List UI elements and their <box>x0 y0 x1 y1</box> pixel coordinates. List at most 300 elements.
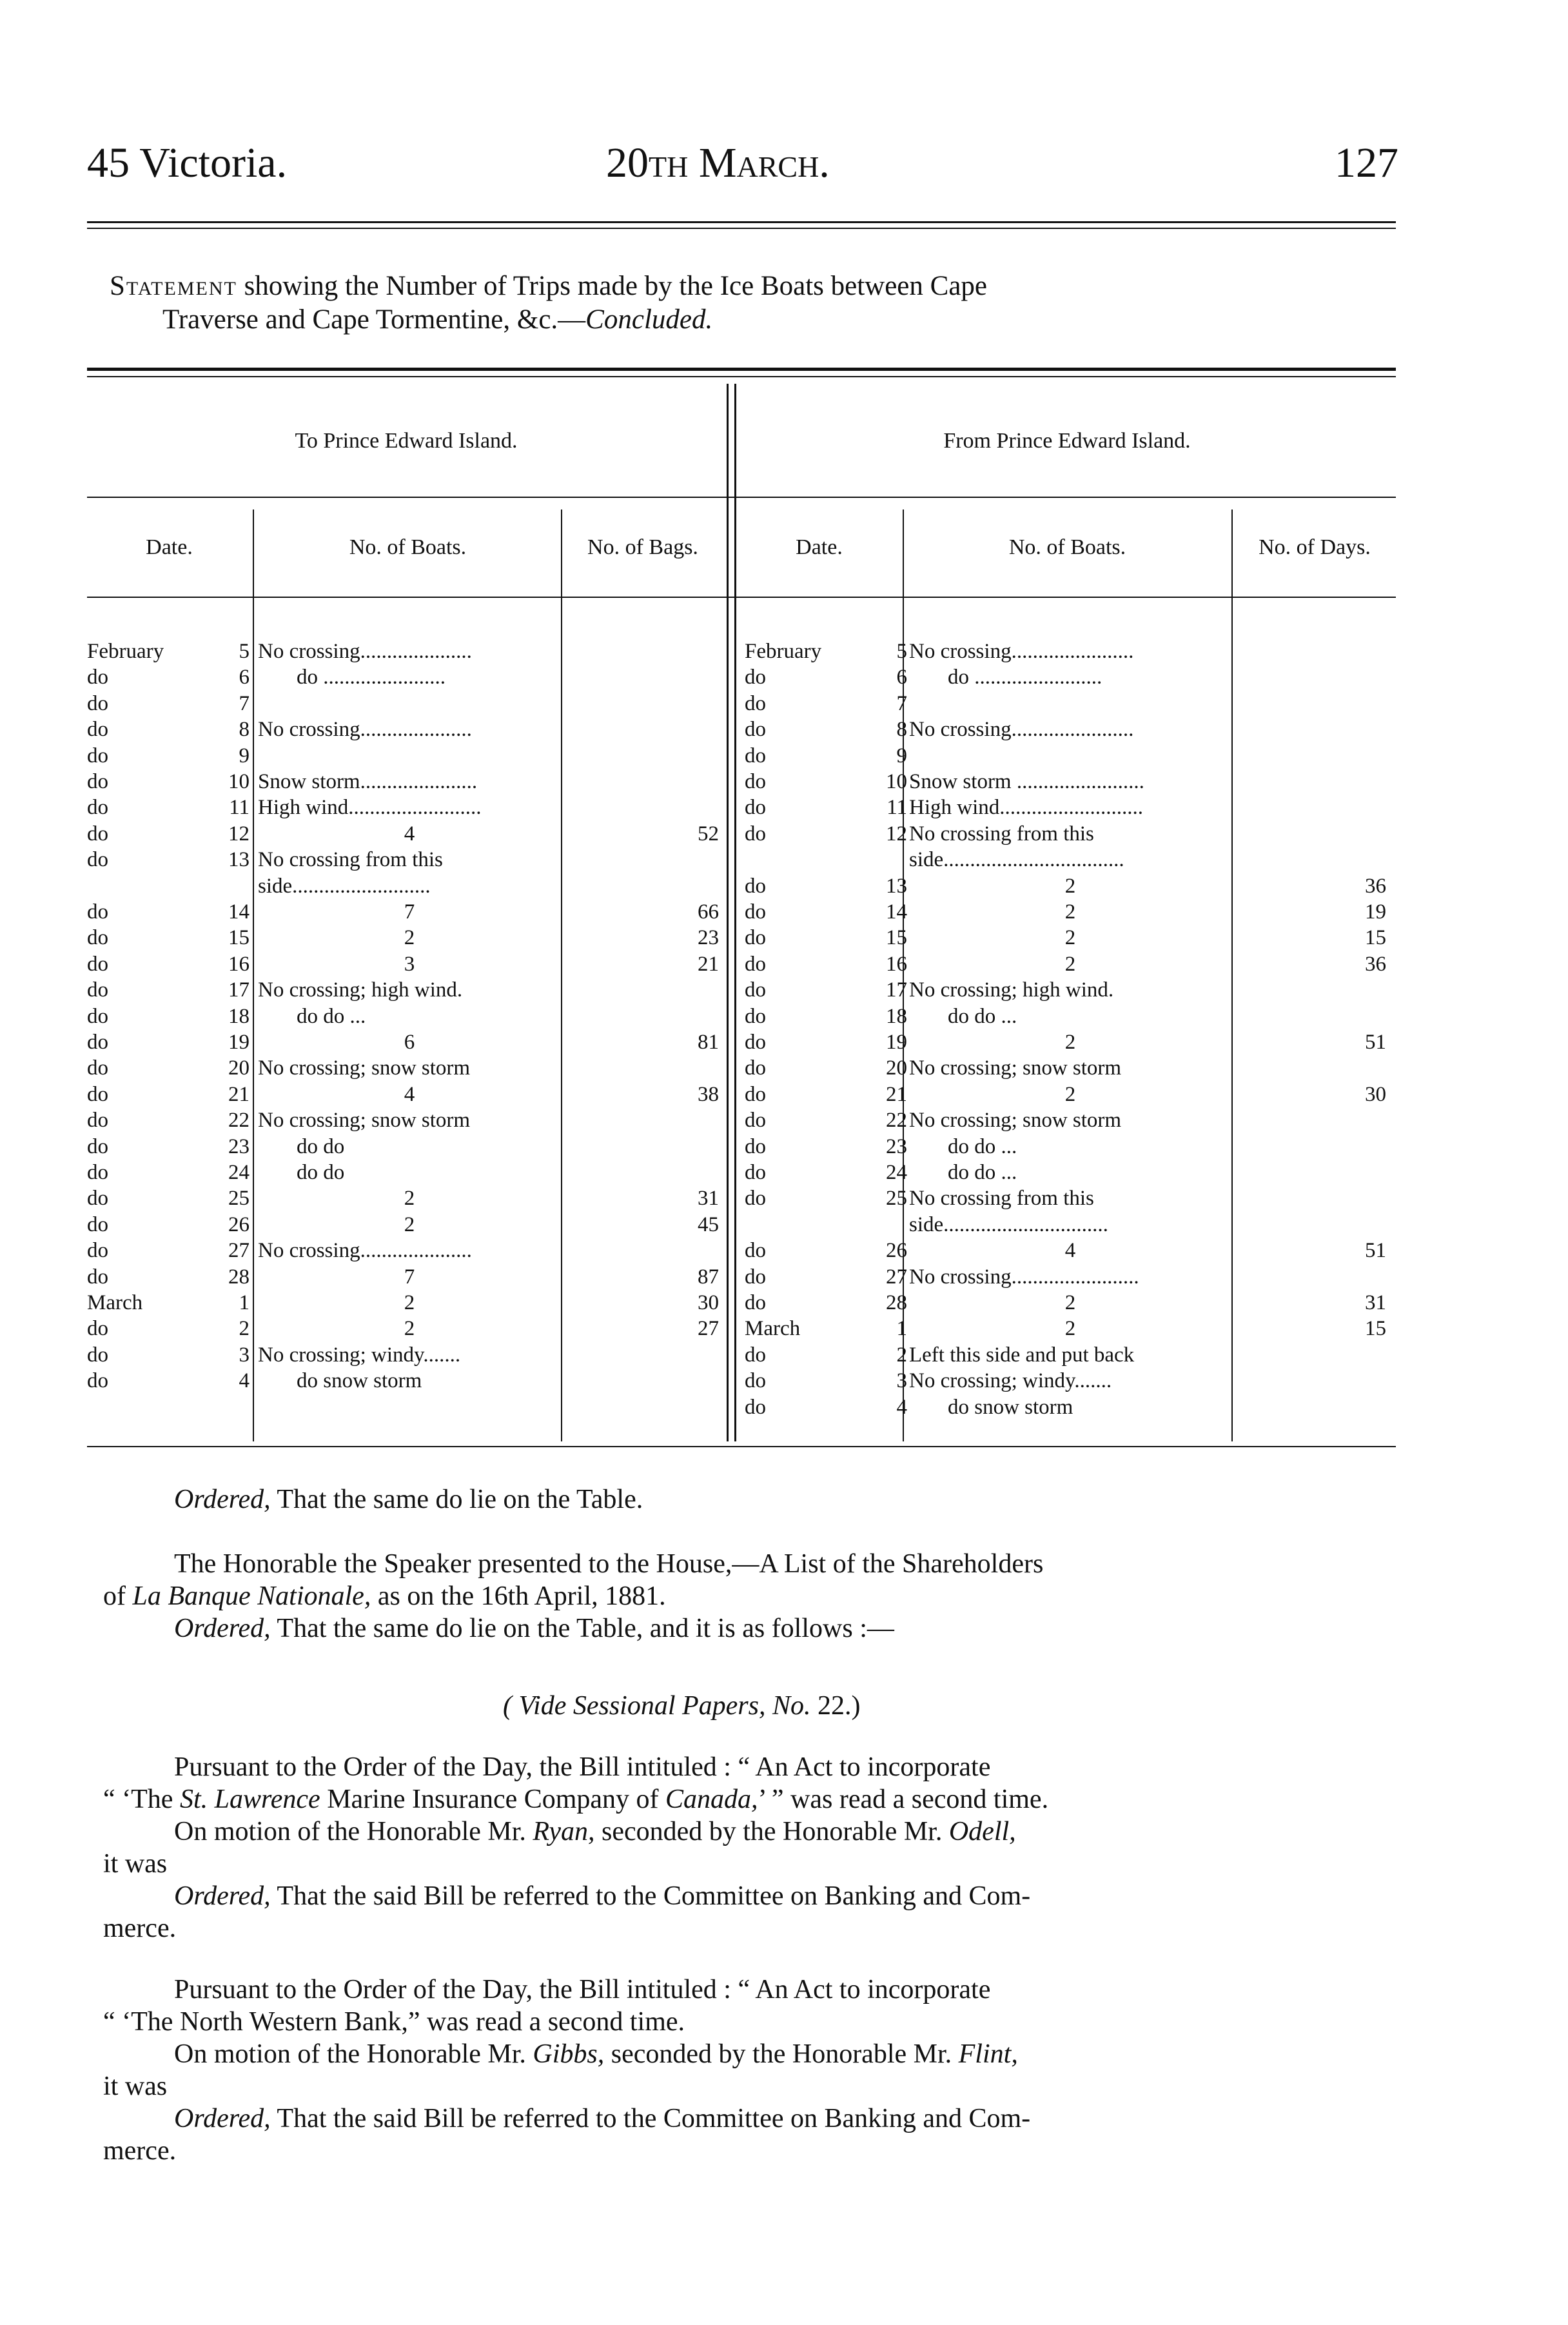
ordered-referred-1 <box>174 1880 1030 1912</box>
row-boats: 3 <box>404 952 415 976</box>
row-boats: 2 <box>404 1212 415 1236</box>
table-row <box>87 1264 725 1290</box>
row-day: 21 <box>228 1082 250 1106</box>
right-section-title: From Prince Edward Island. <box>943 429 1191 453</box>
table-row <box>745 1107 1396 1133</box>
header-rule-bottom <box>87 228 1396 229</box>
row-value: 66 <box>698 900 719 924</box>
row-boats: 2 <box>1064 874 1076 898</box>
row-month: do <box>745 1004 766 1028</box>
row-boats: 2 <box>1064 1082 1076 1106</box>
row-day: 1 <box>239 1291 250 1314</box>
t: seconded by the Honorable Mr. <box>594 1817 949 1846</box>
row-boats: 7 <box>404 900 415 924</box>
row-boats: 2 <box>1064 1291 1076 1314</box>
row-value: 23 <box>698 926 719 950</box>
row-boats: side.................................. <box>909 848 1124 872</box>
row-value: 38 <box>698 1082 719 1106</box>
table-row <box>87 1004 725 1029</box>
left-col-date: Date. <box>146 535 193 559</box>
table-row <box>87 1368 725 1394</box>
table-row <box>87 1055 725 1081</box>
table-row <box>745 1185 1396 1211</box>
row-boats: do snow storm <box>948 1395 1073 1419</box>
row-day: 26 <box>886 1239 907 1263</box>
row-boats: side.......................... <box>258 874 431 898</box>
row-boats: side............................... <box>909 1212 1108 1236</box>
table-row <box>87 1342 725 1368</box>
row-month: do <box>87 1369 108 1393</box>
table-row <box>745 1134 1396 1160</box>
motion-gibbs <box>174 2038 1018 2070</box>
row-day: 27 <box>228 1239 250 1263</box>
header-row-rule <box>87 597 1396 598</box>
row-month: do <box>745 796 766 820</box>
row-month: do <box>87 796 108 820</box>
row-boats: do do ... <box>948 1004 1017 1028</box>
ordered-text: That the said Bill be referred to the Committee on Banking and Com- <box>270 2104 1031 2133</box>
vide-number: 22.) <box>810 1691 861 1721</box>
row-day: 21 <box>886 1082 907 1106</box>
speaker-presented-line2 <box>103 1580 666 1612</box>
row-month: do <box>745 718 766 742</box>
row-boats: No crossing..................... <box>258 640 472 663</box>
row-day: 18 <box>886 1004 907 1028</box>
row-month: do <box>87 1134 108 1158</box>
row-month: do <box>87 978 108 1002</box>
row-month: do <box>87 1212 108 1236</box>
row-day: 16 <box>228 952 250 976</box>
table-row <box>745 743 1396 769</box>
row-day: 10 <box>228 770 250 793</box>
row-month: do <box>87 1109 108 1133</box>
row-day: 10 <box>886 770 907 793</box>
row-boats: do do <box>297 1161 345 1184</box>
ordered-label: Ordered, <box>174 1485 271 1514</box>
row-day: 14 <box>228 900 250 924</box>
table-top-rule <box>87 368 1396 371</box>
row-month: do <box>745 874 766 898</box>
row-day: 15 <box>886 926 907 950</box>
row-month: do <box>745 926 766 950</box>
row-boats: 6 <box>404 1031 415 1054</box>
row-month: do <box>745 1395 766 1419</box>
table-row <box>745 925 1396 951</box>
table-row <box>745 717 1396 742</box>
table-row <box>745 1264 1396 1290</box>
row-value: 51 <box>1365 1031 1386 1054</box>
ordered-text: That the same do lie on the Table. <box>270 1485 643 1514</box>
row-boats: No crossing from this <box>258 848 443 872</box>
row-month: do <box>745 822 766 846</box>
table-bottom-rule <box>87 1446 1396 1447</box>
text-of: of <box>103 1581 133 1611</box>
row-day: 28 <box>886 1291 907 1314</box>
row-boats: No crossing..................... <box>258 1239 472 1263</box>
row-boats: 4 <box>404 822 415 846</box>
ordered-label: Ordered, <box>174 2104 271 2133</box>
row-boats: do snow storm <box>297 1369 422 1393</box>
row-month: do <box>87 1082 108 1106</box>
canada: Canada, <box>665 1785 758 1814</box>
row-value: 81 <box>698 1031 719 1054</box>
row-day: 3 <box>239 1343 250 1367</box>
row-day: 11 <box>229 796 250 820</box>
row-boats: No crossing; snow storm <box>909 1109 1122 1133</box>
t: seconded by the Honorable Mr. <box>604 2039 959 2069</box>
row-day: 13 <box>886 874 907 898</box>
row-month: do <box>87 848 108 872</box>
table-row <box>87 1238 725 1263</box>
row-month: do <box>745 691 766 715</box>
table-row <box>745 951 1396 977</box>
running-head-date: 20th March. <box>606 139 830 186</box>
row-day: 19 <box>886 1031 907 1054</box>
row-month: March <box>745 1317 801 1341</box>
table-row <box>745 638 1396 664</box>
banque-nationale: La Banque Nationale, <box>132 1581 371 1611</box>
statement-lead: Statement <box>110 271 237 301</box>
row-boats: Snow storm ........................ <box>909 770 1144 793</box>
row-day: 4 <box>239 1369 250 1393</box>
bill-northwestern-line1: Pursuant to the Order of the Day, the Bill intituled : “ An Act to incorporate <box>174 1975 991 2004</box>
left-section-title: To Prince Edward Island. <box>295 429 518 453</box>
row-value: 36 <box>1365 952 1386 976</box>
row-boats: No crossing; windy....... <box>258 1343 461 1367</box>
row-month: do <box>87 1161 108 1184</box>
row-day: 8 <box>896 718 907 742</box>
table-row <box>745 873 1396 899</box>
row-value: 19 <box>1365 900 1386 924</box>
row-boats: Left this side and put back <box>909 1343 1135 1367</box>
row-month: do <box>745 1056 766 1080</box>
row-day: 1 <box>896 1317 907 1341</box>
row-boats: 2 <box>1064 926 1076 950</box>
table-center-rule-a <box>727 384 729 1441</box>
row-day: 22 <box>228 1109 250 1133</box>
row-boats: do do ... <box>948 1134 1017 1158</box>
table-row <box>87 925 725 951</box>
row-day: 12 <box>228 822 250 846</box>
table-row <box>87 821 725 847</box>
row-day: 26 <box>228 1212 250 1236</box>
it-was-1: it was <box>103 1849 168 1879</box>
row-month: February <box>745 640 822 663</box>
flint: Flint, <box>958 2039 1018 2069</box>
row-day: 23 <box>228 1134 250 1158</box>
ordered-as-follows <box>174 1612 894 1645</box>
row-day: 2 <box>239 1317 250 1341</box>
table-row <box>87 977 725 1003</box>
motion-ryan <box>174 1815 1016 1848</box>
right-col-days: No. of Days. <box>1259 535 1371 559</box>
section-rule <box>87 497 1396 498</box>
row-month: do <box>87 1004 108 1028</box>
table-row <box>87 638 725 664</box>
running-head-left: 45 Victoria. <box>87 139 288 186</box>
row-boats: 2 <box>1064 1031 1076 1054</box>
table-row <box>745 1238 1396 1263</box>
table-row <box>745 1212 1396 1238</box>
row-boats: No crossing; high wind. <box>258 978 463 1002</box>
table-row <box>87 1160 725 1185</box>
table-top-rule-thin <box>87 376 1396 377</box>
gibbs: Gibbs, <box>533 2039 605 2069</box>
row-boats: 2 <box>1064 952 1076 976</box>
row-month: do <box>87 1265 108 1289</box>
row-boats: High wind........................... <box>909 796 1143 820</box>
row-value: 30 <box>1365 1082 1386 1106</box>
table-row <box>87 743 725 769</box>
row-day: 25 <box>228 1187 250 1211</box>
table-row <box>745 664 1396 690</box>
table-row <box>87 1082 725 1107</box>
speaker-presented-line1: The Honorable the Speaker presented to the House,—A List of the Shareholders <box>174 1549 1044 1579</box>
row-day: 7 <box>239 691 250 715</box>
table-row <box>745 1316 1396 1341</box>
row-month: do <box>745 900 766 924</box>
row-boats: No crossing from this <box>909 1187 1094 1211</box>
row-day: 17 <box>886 978 907 1002</box>
row-boats: 2 <box>404 1187 415 1211</box>
row-boats: No crossing; high wind. <box>909 978 1114 1002</box>
ordered-text: That the said Bill be referred to the Committee on Banking and Com- <box>270 1881 1031 1911</box>
table-row <box>745 795 1396 820</box>
row-day: 17 <box>228 978 250 1002</box>
row-boats: do do <box>297 1134 345 1158</box>
table-row <box>87 1316 725 1341</box>
row-boats: No crossing; snow storm <box>909 1056 1122 1080</box>
table-row <box>87 769 725 795</box>
row-day: 19 <box>228 1031 250 1054</box>
left-col-bags: No. of Bags. <box>587 535 698 559</box>
row-boats: do ........................ <box>948 666 1102 689</box>
row-month: March <box>87 1291 143 1314</box>
row-day: 11 <box>887 796 907 820</box>
row-month: do <box>87 666 108 689</box>
table-row <box>87 1107 725 1133</box>
row-day: 18 <box>228 1004 250 1028</box>
merce-2: merce. <box>103 2136 177 2166</box>
row-value: 15 <box>1365 1317 1386 1341</box>
bill-stlawrence-line1: Pursuant to the Order of the Day, the Bill intituled : “ An Act to incorporate <box>174 1752 991 1782</box>
row-day: 5 <box>896 640 907 663</box>
row-value: 36 <box>1365 874 1386 898</box>
left-col-boats: No. of Boats. <box>349 535 467 559</box>
row-month: do <box>745 770 766 793</box>
row-boats: 2 <box>404 926 415 950</box>
row-boats: 7 <box>404 1265 415 1289</box>
row-day: 5 <box>239 640 250 663</box>
row-value: 15 <box>1365 926 1386 950</box>
vide-italic: ( Vide Sessional Papers, No. <box>503 1691 811 1721</box>
row-month: do <box>745 744 766 767</box>
row-month: do <box>745 666 766 689</box>
table-row <box>745 821 1396 847</box>
text-date: as on the 16th April, 1881. <box>371 1581 666 1611</box>
vide-sessional-papers <box>503 1690 861 1722</box>
table-row <box>745 899 1396 925</box>
row-day: 13 <box>228 848 250 872</box>
row-boats: do do ... <box>297 1004 366 1028</box>
table-row <box>87 795 725 820</box>
row-month: do <box>87 952 108 976</box>
row-month: do <box>87 1031 108 1054</box>
row-day: 8 <box>239 718 250 742</box>
row-boats: No crossing; snow storm <box>258 1056 471 1080</box>
t: “ ‘The <box>103 1785 180 1814</box>
row-month: do <box>87 744 108 767</box>
bill-northwestern-line2: “ ‘The North Western Bank,” was read a second time. <box>103 2007 685 2037</box>
table-row <box>745 1029 1396 1055</box>
table-row <box>745 1004 1396 1029</box>
row-boats: No crossing....................... <box>909 718 1134 742</box>
row-month: do <box>745 1082 766 1106</box>
t: On motion of the Honorable Mr. <box>174 2039 533 2069</box>
row-boats: 4 <box>1064 1239 1076 1263</box>
row-month: do <box>87 1239 108 1263</box>
t: On motion of the Honorable Mr. <box>174 1817 533 1846</box>
row-day: 16 <box>886 952 907 976</box>
table-row <box>745 1082 1396 1107</box>
table-row <box>745 1394 1396 1420</box>
row-boats: 2 <box>1064 1317 1076 1341</box>
row-month: do <box>87 900 108 924</box>
row-day: 22 <box>886 1109 907 1133</box>
row-month: do <box>87 1343 108 1367</box>
row-month: do <box>745 1239 766 1263</box>
right-col-date: Date. <box>796 535 843 559</box>
ordered-text: That the same do lie on the Table, and it is as follows :— <box>270 1614 894 1643</box>
row-boats: 4 <box>404 1082 415 1106</box>
row-boats: 2 <box>404 1317 415 1341</box>
row-value: 45 <box>698 1212 719 1236</box>
row-month: do <box>745 1265 766 1289</box>
row-day: 27 <box>886 1265 907 1289</box>
row-month: do <box>87 1187 108 1211</box>
row-value: 52 <box>698 822 719 846</box>
table-row <box>745 977 1396 1003</box>
row-month: February <box>87 640 164 663</box>
table-row <box>745 1368 1396 1394</box>
row-month: do <box>745 1161 766 1184</box>
row-month: do <box>745 1343 766 1367</box>
row-day: 20 <box>228 1056 250 1080</box>
row-month: do <box>87 926 108 950</box>
row-boats: No crossing....................... <box>909 640 1134 663</box>
header-rule-top <box>87 221 1396 223</box>
row-value: 51 <box>1365 1239 1386 1263</box>
row-value: 30 <box>698 1291 719 1314</box>
st-lawrence: St. Lawrence <box>179 1785 320 1814</box>
row-month: do <box>87 1056 108 1080</box>
table-row <box>87 717 725 742</box>
statement-concluded: Concluded. <box>585 304 713 335</box>
row-day: 9 <box>896 744 907 767</box>
row-value: 21 <box>698 952 719 976</box>
page-number: 127 <box>1335 139 1398 186</box>
row-day: 23 <box>886 1134 907 1158</box>
row-boats: No crossing from this <box>909 822 1094 846</box>
odell: Odell, <box>948 1817 1016 1846</box>
ordered-label: Ordered, <box>174 1881 271 1911</box>
row-month: do <box>745 952 766 976</box>
row-value: 27 <box>698 1317 719 1341</box>
ryan: Ryan, <box>533 1817 595 1846</box>
row-month: do <box>87 770 108 793</box>
statement-line1: showing the Number of Trips made by the Ice Boats between Cape <box>237 271 987 301</box>
row-month: do <box>745 978 766 1002</box>
row-day: 24 <box>228 1161 250 1184</box>
bill-stlawrence-line2 <box>103 1783 1048 1815</box>
row-boats: No crossing; windy....... <box>909 1369 1112 1393</box>
row-month: do <box>745 1109 766 1133</box>
row-day: 12 <box>886 822 907 846</box>
row-day: 6 <box>896 666 907 689</box>
row-day: 15 <box>228 926 250 950</box>
row-month: do <box>745 1031 766 1054</box>
table-row <box>87 847 725 873</box>
table-row <box>87 1185 725 1211</box>
row-day: 2 <box>896 1343 907 1367</box>
ordered-label: Ordered, <box>174 1614 271 1643</box>
row-month: do <box>87 822 108 846</box>
statement-line2: Traverse and Cape Tormentine, &c.— <box>162 304 586 335</box>
row-day: 7 <box>896 691 907 715</box>
row-month: do <box>745 1291 766 1314</box>
row-day: 25 <box>886 1187 907 1211</box>
table-row <box>745 1290 1396 1316</box>
t: Marine Insurance Company of <box>320 1785 666 1814</box>
table-row <box>745 1342 1396 1368</box>
table-row <box>745 1055 1396 1081</box>
row-day: 3 <box>896 1369 907 1393</box>
table-row <box>87 873 725 899</box>
ordered-lie-on-table <box>174 1483 643 1516</box>
row-value: 31 <box>698 1187 719 1211</box>
row-day: 6 <box>239 666 250 689</box>
row-boats: No crossing..................... <box>258 718 472 742</box>
row-day: 4 <box>896 1395 907 1419</box>
table-row <box>87 664 725 690</box>
row-month: do <box>87 1317 108 1341</box>
row-boats: High wind......................... <box>258 796 482 820</box>
right-col-boats: No. of Boats. <box>1008 535 1126 559</box>
row-value: 87 <box>698 1265 719 1289</box>
row-month: do <box>87 691 108 715</box>
row-month: do <box>745 1187 766 1211</box>
table-row <box>87 1290 725 1316</box>
table-row <box>87 1134 725 1160</box>
it-was-2: it was <box>103 2072 168 2101</box>
table-center-rule-b <box>734 384 736 1441</box>
row-day: 20 <box>886 1056 907 1080</box>
row-day: 24 <box>886 1161 907 1184</box>
statement-title <box>110 270 1406 337</box>
table-row <box>87 691 725 717</box>
table-row <box>87 1029 725 1055</box>
table-row <box>745 691 1396 717</box>
table-row <box>87 1212 725 1238</box>
row-day: 9 <box>239 744 250 767</box>
row-day: 14 <box>886 900 907 924</box>
row-boats: do ....................... <box>297 666 446 689</box>
row-boats: 2 <box>1064 900 1076 924</box>
table-row <box>745 769 1396 795</box>
t: ’ ” was read a second time. <box>758 1785 1049 1814</box>
row-boats: 2 <box>404 1291 415 1314</box>
row-value: 31 <box>1365 1291 1386 1314</box>
